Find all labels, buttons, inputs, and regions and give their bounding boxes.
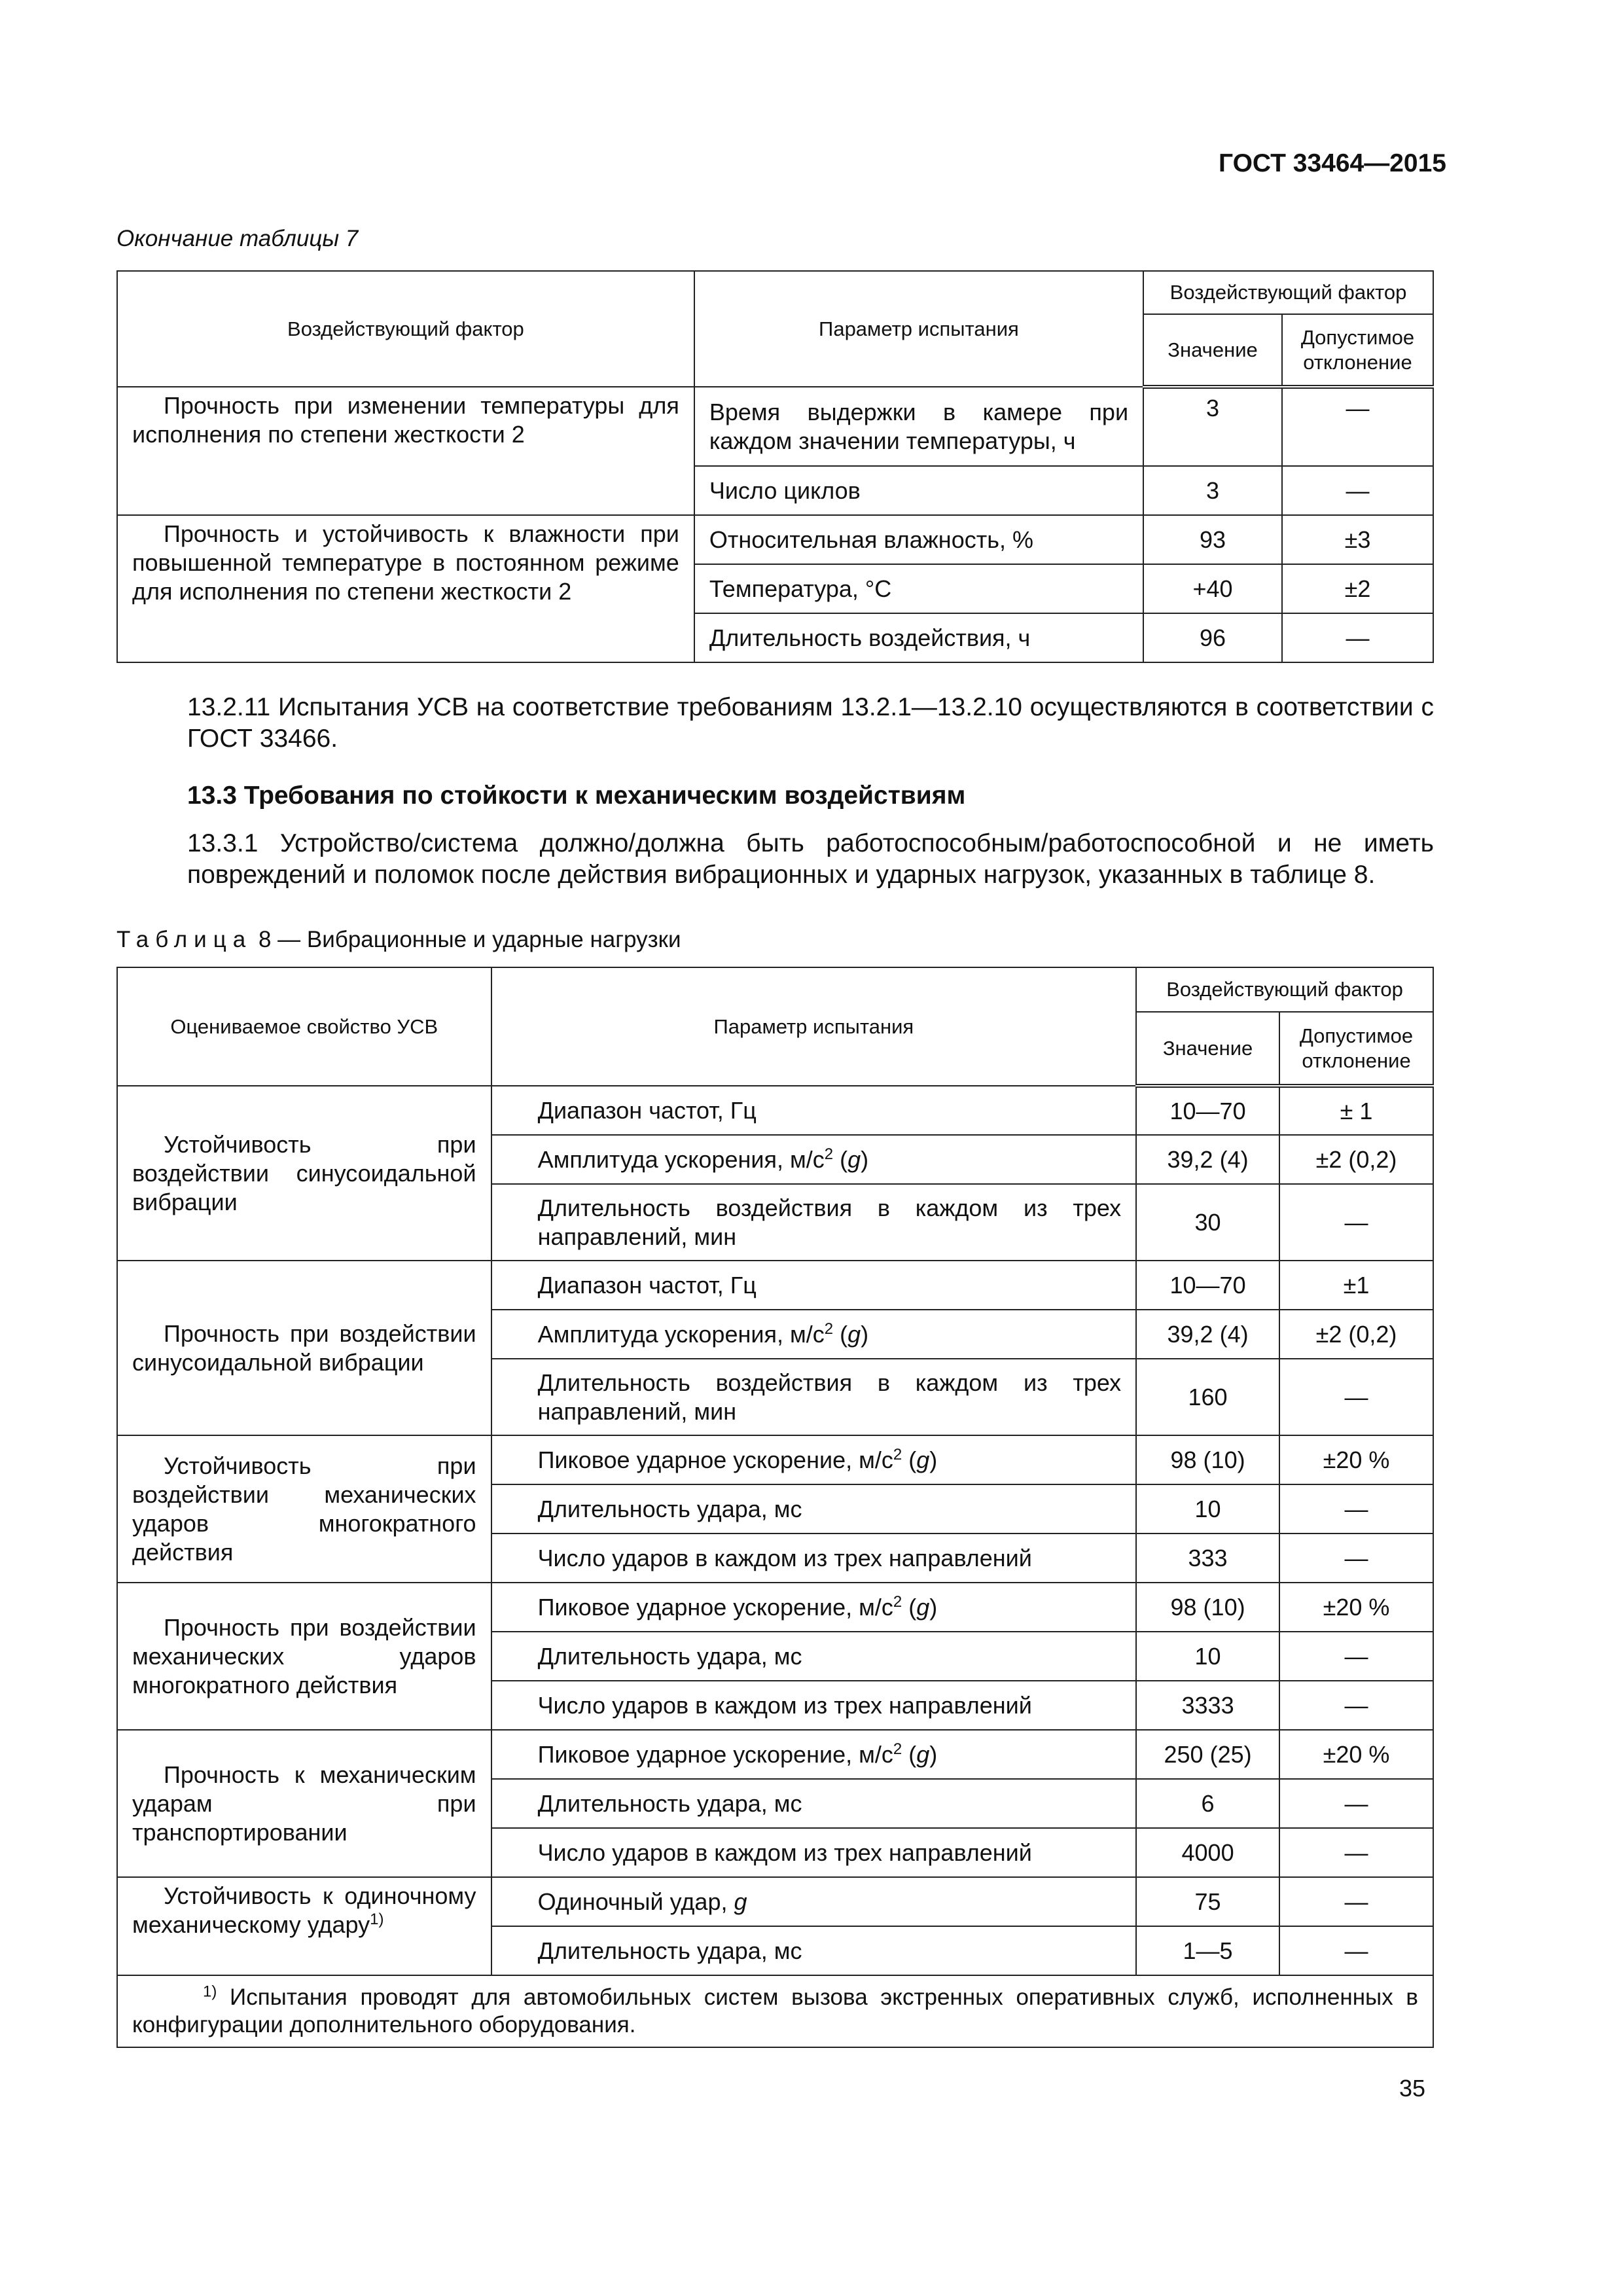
t8-param-cell: Длительность удара, мс	[491, 1779, 1137, 1828]
t8-param-cell: Одиночный удар, g	[491, 1877, 1137, 1926]
t8-param-cell: Длительность удара, мс	[491, 1484, 1137, 1534]
t8-param-cell: Число ударов в каждом из трех направлений	[491, 1681, 1137, 1730]
t7-header-tolerance: Допустимое отклонение	[1282, 314, 1433, 387]
t8-value-cell: 75	[1136, 1877, 1279, 1926]
table8-caption: Таблица 8 — Вибрационные и ударные нагрузки	[116, 927, 681, 952]
t8-param-cell: Пиковое ударное ускорение, $м/с^2$ (g)	[491, 1435, 1137, 1484]
t8-property-cell: Устойчивость при воздействии синусоидальной вибрации	[117, 1086, 491, 1261]
t8-tolerance-cell: —	[1279, 1484, 1433, 1534]
table-row	[117, 1877, 1433, 1926]
t7-param-cell: Относительная влажность, %	[694, 515, 1143, 564]
t8-value-cell: 10	[1136, 1484, 1279, 1534]
t8-value-cell: 10—70	[1136, 1261, 1279, 1310]
t8-tolerance-cell: ±20 %	[1279, 1583, 1433, 1632]
t7-param-cell: Температура, °С	[694, 564, 1143, 613]
t8-param-cell: Число ударов в каждом из трех направлений	[491, 1534, 1137, 1583]
t8-param-cell: Пиковое ударное ускорение, $м/с^2$ (g)	[491, 1730, 1137, 1779]
table-row	[117, 387, 1433, 466]
t7-factor-cell: Прочность и устойчивость к влажности при повышенной температуре в постоянном режиме для исполнения по степени жесткости 2	[117, 515, 694, 662]
table-row	[117, 515, 1433, 564]
t7-tolerance-cell: ±3	[1282, 515, 1433, 564]
table-7	[116, 270, 1434, 663]
t8-header-tolerance: Допустимое отклонение	[1279, 1012, 1433, 1086]
t8-value-cell: 250 (25)	[1136, 1730, 1279, 1779]
t7-value-cell: 93	[1143, 515, 1282, 564]
t7-factor-cell: Прочность при изменении температуры для исполнения по степени жесткости 2	[117, 387, 694, 515]
t8-value-cell: 4000	[1136, 1828, 1279, 1877]
t8-param-cell: Амплитуда ускорения, $м/с^2$ (g)	[491, 1135, 1137, 1184]
t8-property-cell: Устойчивость к одиночному механическому удару$^{1)}$	[117, 1877, 491, 1975]
t8-tolerance-cell: —	[1279, 1828, 1433, 1877]
t8-property-cell: Прочность при воздействии синусоидальной вибрации	[117, 1261, 491, 1435]
t8-value-cell: 98 (10)	[1136, 1583, 1279, 1632]
t7-value-cell: 96	[1143, 613, 1282, 662]
t8-header-param: Параметр испытания	[491, 967, 1137, 1086]
t7-value-cell: 3	[1143, 466, 1282, 515]
t8-tolerance-cell: ± 1	[1279, 1086, 1433, 1135]
t7-header-param: Параметр испытания	[694, 271, 1143, 387]
t8-value-cell: 98 (10)	[1136, 1435, 1279, 1484]
t8-param-cell: Длительность удара, мс	[491, 1926, 1137, 1975]
t8-value-cell: 6	[1136, 1779, 1279, 1828]
paragraph-13-2-11: 13.2.11 Испытания УСВ на соответствие требованиям 13.2.1—13.2.10 осуществляются в соответствии с ГОСТ 33466.	[187, 693, 1434, 753]
t8-value-cell: 39,2 (4)	[1136, 1310, 1279, 1359]
document-id: ГОСТ 33464—2015	[1219, 149, 1446, 177]
t8-tolerance-cell: —	[1279, 1681, 1433, 1730]
t8-value-cell: 10—70	[1136, 1086, 1279, 1135]
t8-property-cell: Прочность при воздействии механических ударов многократного действия	[117, 1583, 491, 1730]
t7-header-group: Воздействующий фактор	[1143, 271, 1433, 314]
t8-param-cell: Длительность удара, мс	[491, 1632, 1137, 1681]
t8-tolerance-cell: —	[1279, 1359, 1433, 1435]
t7-tolerance-cell: —	[1282, 613, 1433, 662]
table7-caption: Окончание таблицы 7	[116, 226, 359, 251]
t7-param-cell: Число циклов	[694, 466, 1143, 515]
t8-tolerance-cell: ±1	[1279, 1261, 1433, 1310]
table-row	[117, 1261, 1433, 1310]
t8-param-cell: Амплитуда ускорения, $м/с^2$ (g)	[491, 1310, 1137, 1359]
t7-tolerance-cell: —	[1282, 387, 1433, 466]
t8-tolerance-cell: ±20 %	[1279, 1730, 1433, 1779]
t8-tolerance-cell: —	[1279, 1534, 1433, 1583]
t8-value-cell: 3333	[1136, 1681, 1279, 1730]
section-heading-13-3: 13.3 Требования по стойкости к механическим воздействиям	[187, 781, 966, 810]
t8-value-cell: 39,2 (4)	[1136, 1135, 1279, 1184]
t8-header-value: Значение	[1136, 1012, 1279, 1086]
t7-tolerance-cell: —	[1282, 466, 1433, 515]
t8-value-cell: 10	[1136, 1632, 1279, 1681]
t8-tolerance-cell: ±2 (0,2)	[1279, 1135, 1433, 1184]
t8-param-cell: Длительность воздействия в каждом из трех направлений, мин	[491, 1359, 1137, 1435]
table-row	[117, 1730, 1433, 1779]
t8-param-cell: Пиковое ударное ускорение, $м/с^2$ (g)	[491, 1583, 1137, 1632]
table-row	[117, 1583, 1433, 1632]
t8-param-cell: Число ударов в каждом из трех направлений	[491, 1828, 1137, 1877]
t8-tolerance-cell: ±2 (0,2)	[1279, 1310, 1433, 1359]
t7-param-cell: Время выдержки в камере при каждом значении температуры, ч	[694, 387, 1143, 466]
paragraph-13-3-1: 13.3.1 Устройство/система должно/должна быть работоспособным/работоспособной и не иметь повреждений и поломок после действия вибрационных и ударных нагрузок, указанных в таблице 8.	[187, 829, 1434, 889]
t7-value-cell: 3	[1143, 387, 1282, 466]
t7-param-cell: Длительность воздействия, ч	[694, 613, 1143, 662]
t7-value-cell: +40	[1143, 564, 1282, 613]
t8-header-property: Оцениваемое свойство УСВ	[117, 967, 491, 1086]
t8-tolerance-cell: ±20 %	[1279, 1435, 1433, 1484]
table8-footnote: $^{1)}$ Испытания проводят для автомобильных систем вызова экстренных оперативных служб, исполненных в конфигурации дополнительного оборудования.	[117, 1975, 1433, 2047]
t8-value-cell: 333	[1136, 1534, 1279, 1583]
t8-property-cell: Прочность к механическим ударам при транспортировании	[117, 1730, 491, 1877]
t7-header-factor: Воздействующий фактор	[117, 271, 694, 387]
t8-tolerance-cell: —	[1279, 1779, 1433, 1828]
t8-property-cell: Устойчивость при воздействии механических ударов многократного действия	[117, 1435, 491, 1583]
t8-tolerance-cell: —	[1279, 1632, 1433, 1681]
t8-param-cell: Диапазон частот, Гц	[491, 1086, 1137, 1135]
t8-tolerance-cell: —	[1279, 1877, 1433, 1926]
t7-tolerance-cell: ±2	[1282, 564, 1433, 613]
table-row	[117, 1086, 1433, 1135]
t8-header-group: Воздействующий фактор	[1136, 967, 1433, 1012]
t8-param-cell: Длительность воздействия в каждом из трех направлений, мин	[491, 1184, 1137, 1261]
t8-value-cell: 1—5	[1136, 1926, 1279, 1975]
t8-tolerance-cell: —	[1279, 1926, 1433, 1975]
page-number: 35	[1399, 2075, 1426, 2102]
t8-param-cell: Диапазон частот, Гц	[491, 1261, 1137, 1310]
footnote-row	[117, 1975, 1433, 2047]
table-row	[117, 1435, 1433, 1484]
t8-tolerance-cell: —	[1279, 1184, 1433, 1261]
t8-value-cell: 160	[1136, 1359, 1279, 1435]
table-8	[116, 967, 1434, 2048]
t7-header-value: Значение	[1143, 314, 1282, 387]
t8-value-cell: 30	[1136, 1184, 1279, 1261]
